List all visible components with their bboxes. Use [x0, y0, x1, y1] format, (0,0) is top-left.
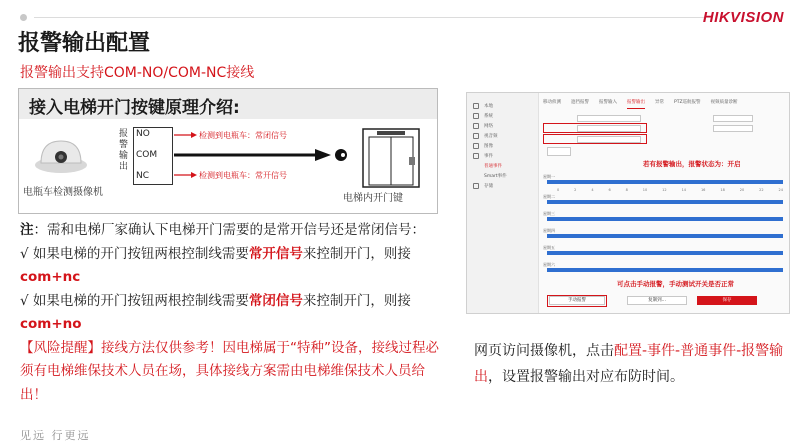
screenshot-caption — [474, 338, 794, 390]
highlight-status — [543, 134, 647, 144]
header-rule — [34, 17, 704, 18]
signal-nc-text: 检测到电瓶车：常开信号 — [199, 171, 287, 180]
rule-no-text2: 来控制开门，则接 — [302, 292, 411, 309]
tab-exception[interactable]: 异常 — [655, 100, 664, 105]
rule-no — [20, 290, 444, 337]
rule-nc-text: √ 如果电梯的开门按钮两根控制线需要 — [20, 245, 249, 262]
sidebar-item-smart-event[interactable] — [467, 171, 538, 181]
caption-text2: ，设置报警输出对应布防时间。 — [488, 369, 684, 385]
status-annotation: 若有报警输出，报警状态为：开启 — [643, 160, 741, 168]
highlight-delay — [543, 123, 647, 133]
day-friday: 星期五 — [543, 245, 555, 250]
schedule-bar-saturday[interactable] — [547, 268, 783, 272]
header-dot — [20, 14, 27, 21]
elevator-label: 电梯内开门键 — [343, 193, 403, 204]
tab-tamper[interactable]: 遮挡报警 — [571, 100, 589, 105]
ip-field[interactable] — [713, 115, 753, 122]
tab-motion[interactable]: 移动侦测 — [543, 100, 561, 105]
sidebar-label: 图像 — [484, 144, 493, 149]
signal-no-text: 检测到电瓶车：常闭信号 — [199, 131, 287, 140]
wiring-diagram — [18, 88, 438, 214]
sidebar-label: 网络 — [484, 124, 493, 129]
port-com: COM — [136, 150, 158, 160]
day-thursday: 星期四 — [543, 228, 555, 233]
schedule-bar-monday[interactable] — [547, 180, 783, 184]
diagram-title: 接入电梯开门按键原理介绍: — [29, 98, 240, 118]
sidebar-item-video[interactable] — [467, 131, 538, 141]
web-ui-screenshot — [466, 92, 790, 314]
rule-nc — [20, 243, 444, 290]
sidebar-item-image[interactable] — [467, 141, 538, 151]
schedule-bar-friday[interactable] — [547, 251, 783, 255]
schedule-bar-tuesday[interactable] — [547, 200, 783, 204]
output-select[interactable] — [577, 115, 641, 122]
page-subtitle: 报警输出支持COM-NO/COM-NC接线 — [20, 65, 255, 81]
sidebar-item-basic-event[interactable] — [467, 161, 538, 171]
schedule-bar-thursday[interactable] — [547, 234, 783, 238]
sidebar-item-system[interactable] — [467, 111, 538, 121]
sidebar-label: 视音频 — [484, 134, 498, 139]
event-icon — [473, 153, 479, 159]
alarm-name-field[interactable] — [713, 125, 753, 132]
system-icon — [473, 113, 479, 119]
day-tuesday: 星期二 — [543, 194, 555, 199]
sidebar-label: 系统 — [484, 114, 493, 119]
camera-label: 电瓶车检测摄像机 — [23, 187, 103, 198]
save-button[interactable]: 保存 — [697, 296, 757, 305]
tab-ptz[interactable]: PTZ巡航报警 — [674, 100, 701, 105]
sidebar-item-storage[interactable] — [467, 181, 538, 191]
day-saturday: 星期六 — [543, 262, 555, 267]
rule-no-connection: com+no — [20, 316, 82, 332]
port-no: NO — [136, 129, 150, 139]
network-icon — [473, 123, 479, 129]
caption-menu-path: 配置-事件-普通事件-报警输出 — [474, 343, 784, 385]
storage-icon — [473, 183, 479, 189]
video-icon — [473, 133, 479, 139]
hour-ruler: 0 2 4 6 8 10 12 14 16 18 20 22 24 — [557, 188, 783, 192]
rule-nc-connection: com+nc — [20, 269, 81, 285]
sidebar-item-network[interactable] — [467, 121, 538, 131]
rule-no-highlight: 常闭信号 — [248, 292, 303, 309]
config-sidebar — [467, 93, 539, 313]
notes-block — [20, 219, 444, 407]
hikvision-logo: HIKVISION — [702, 9, 784, 26]
monitor-icon — [473, 103, 479, 109]
event-tabs — [543, 99, 748, 109]
camera-icon — [33, 135, 89, 175]
tab-alarm-output[interactable]: 报警输出 — [627, 99, 645, 109]
tab-video-quality[interactable]: 视频质量诊断 — [710, 100, 738, 105]
sidebar-item-local[interactable] — [467, 101, 538, 111]
elevator-icon — [359, 127, 423, 189]
sidebar-label: 事件 — [484, 154, 493, 159]
footer-slogan: 见远 行更远 — [20, 429, 91, 442]
sidebar-label: 本地 — [484, 104, 493, 109]
sidebar-item-event[interactable] — [467, 151, 538, 161]
sidebar-label: 普通事件 — [484, 164, 502, 169]
note-text: ：需和电梯厂家确认下电梯开门需要的是常开信号还是常闭信号： — [33, 222, 425, 238]
day-monday: 星期一 — [543, 174, 555, 179]
sidebar-label: 存储 — [484, 184, 493, 189]
rule-nc-highlight: 常开信号 — [248, 245, 303, 262]
output-label: 报警输出 — [119, 129, 129, 172]
tab-alarm-input[interactable]: 报警输入 — [599, 100, 617, 105]
schedule-bar-wednesday[interactable] — [547, 217, 783, 221]
rule-nc-text2: 来控制开门，则接 — [302, 245, 411, 262]
caption-text: 网页访问摄像机，点击 — [474, 343, 614, 359]
arm-schedule-tab[interactable] — [547, 147, 571, 156]
sidebar-label: Smart事件 — [484, 174, 507, 179]
note-line — [20, 219, 444, 243]
risk-warning: 【风险提醒】接线方法仅供参考！因电梯属于“特种”设备，接线过程必须有电梯维保技术人员在场，具体接线方案需由电梯维保技术人员给出！ — [20, 339, 439, 403]
copy-to-button[interactable]: 复制到... — [627, 296, 687, 305]
note-prefix: 注 — [20, 222, 34, 238]
page-title: 报警输出配置 — [18, 31, 151, 56]
port-nc: NC — [136, 171, 150, 181]
day-wednesday: 星期三 — [543, 211, 555, 216]
manual-alarm-annotation: 可点击手动报警，手动测试开关是否正常 — [617, 280, 734, 288]
manual-alarm-button[interactable]: 手动报警 — [549, 296, 605, 305]
rule-no-text: √ 如果电梯的开门按钮两根控制线需要 — [20, 292, 249, 309]
image-icon — [473, 143, 479, 149]
